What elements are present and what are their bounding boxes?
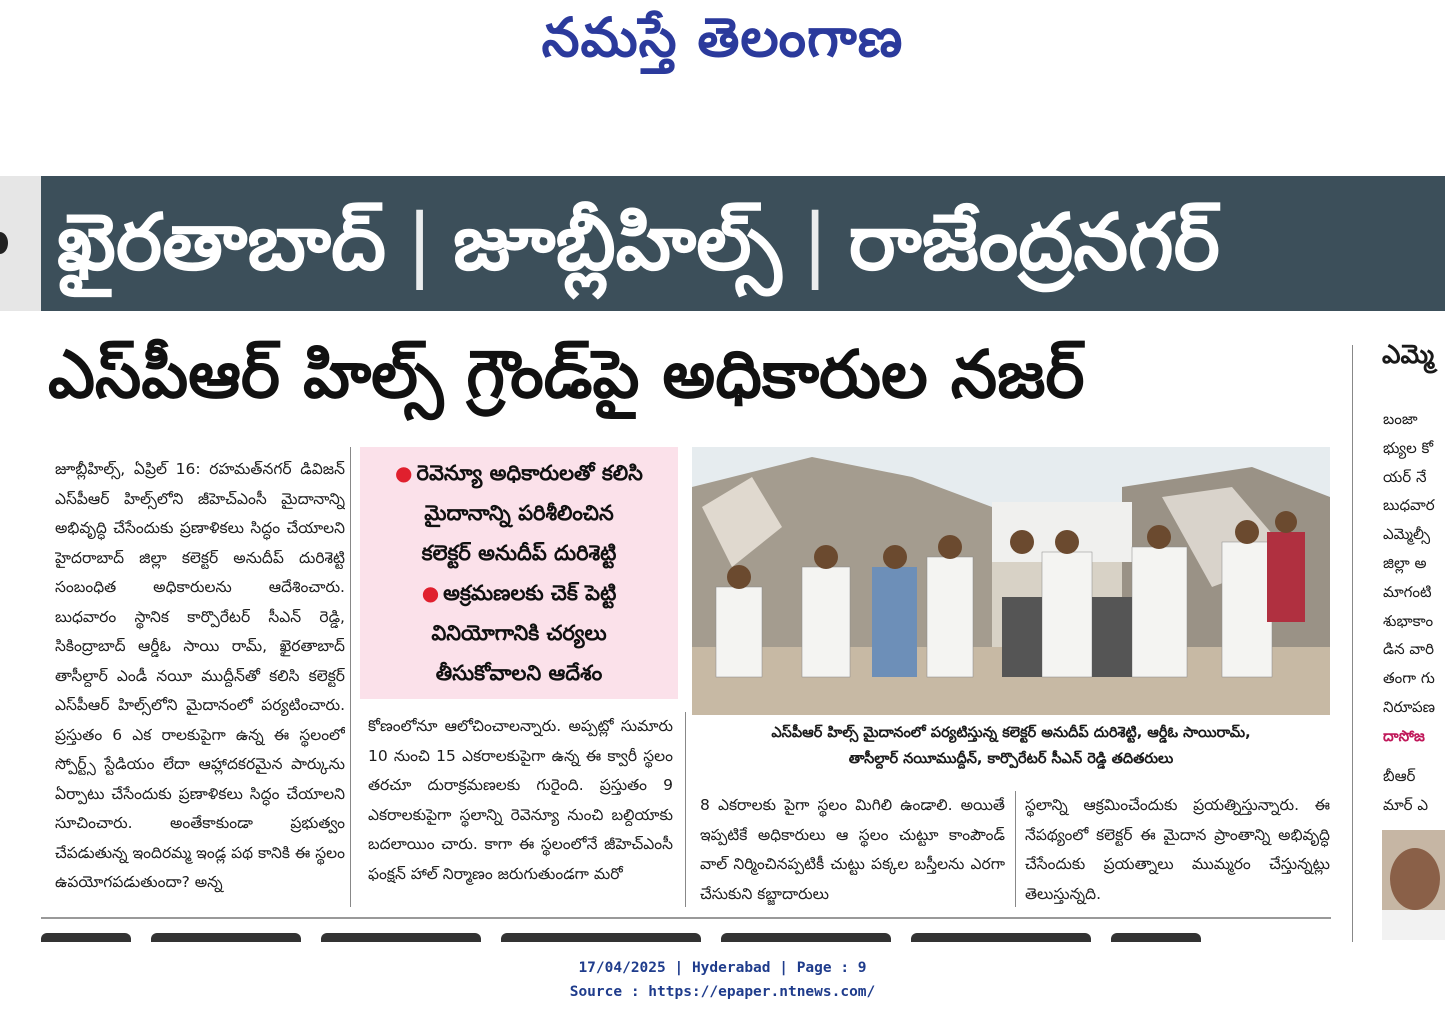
next-article-line: ఎమ్మెల్సీ [1383, 525, 1431, 544]
section-separator: | [406, 197, 434, 290]
highlight-2-cont2: తీసుకోవాలని ఆదేశం [435, 661, 603, 685]
next-article-text [1383, 405, 1435, 751]
next-article-line: తంగా గు [1383, 669, 1435, 688]
article-paragraph-3: 8 ఎకరాలకు పైగా స్థలం మిగిలి ఉండాలి. అయితే ఇప్పటికే అధికారులు ఆ స్థలం చుట్టూ కాంపౌండ్ వాల్ నిర్మించినప్పటికీ చుట్టు పక్కల బస్తీలను ఎరగా చేసుకుని కబ్జాదారులు [700, 796, 1005, 903]
section-band [41, 176, 1445, 311]
bullet-icon: ● [395, 461, 413, 485]
highlight-1: ● రెవెన్యూ అధికారులతో కలిసి [395, 461, 643, 485]
bullet-icon: ● [421, 581, 440, 605]
person-portrait [1390, 848, 1440, 910]
masthead-title: నమస్తే తెలంగాణ [541, 6, 904, 69]
article-headline: ఎస్‌పీఆర్ హిల్స్ గ్రౌండ్‌పై అధికారుల నజర్ [48, 336, 1085, 413]
next-article-line: భ్యుల కో [1383, 438, 1434, 457]
highlight-2-cont: వినియోగానికి చర్యలు [431, 621, 607, 645]
section-rajendranagar: రాజేంద్రనగర్ [848, 198, 1220, 288]
article-column-1 [55, 455, 345, 907]
article-column-2 [368, 712, 673, 907]
next-article-byline: దాసోజ [1383, 726, 1425, 745]
photo-illustration [692, 447, 1330, 715]
edge-marker [0, 232, 8, 254]
next-article-line: నిరూపణ [1383, 697, 1436, 716]
next-article-line: శుభాకాం [1383, 611, 1434, 630]
next-article-line: జిల్లా అ [1383, 553, 1427, 572]
next-article-text-2 [1383, 762, 1428, 820]
article-paragraph-4: స్థలాన్ని ఆక్రమించేందుకు ప్రయత్నిస్తున్నారు. ఈ నేపథ్యంలో కలెక్టర్ ఈ మైదాన ప్రాంతాన్ని అభివృద్ధి చేసేందుకు ప్రయత్నాలు ముమ్మరం చేస్తున్నట్లు తెలుస్తున్నది. [1025, 796, 1330, 903]
next-article-headline: ఎమ్మె [1382, 340, 1435, 370]
next-article-line: బుధవార [1383, 496, 1435, 515]
highlight-2: ● అక్రమణలకు చెక్ పెట్టి [421, 581, 617, 605]
photo-caption [692, 720, 1330, 772]
bottom-rule [41, 917, 1331, 919]
column-divider [1352, 345, 1353, 942]
article-column-3 [700, 791, 1005, 907]
next-article-line: మాగంటి [1383, 582, 1432, 601]
article-column-4 [1025, 791, 1330, 907]
section-jubileehills: జూబ్లీహిల్స్ [453, 198, 782, 288]
next-article-line: బంజా [1383, 410, 1418, 428]
next-article-line: డిన వారి [1383, 640, 1435, 659]
highlight-1-cont: మైదానాన్ని పరిశీలించిన [424, 501, 614, 525]
column-divider [685, 712, 686, 907]
column-divider [1015, 791, 1016, 907]
caption-line-2: తాసీల్దార్ నయీముద్దీన్, కార్పొరేటర్ సీఎన్ రెడ్డి తదితరులు [848, 751, 1174, 767]
caption-line-1: ఎస్‌పీఆర్ హిల్స్ మైదానంలో పర్యటిస్తున్న కలెక్టర్ అనుదీప్ దురిశెట్టి, ఆర్డీఓ సాయిరామ్, [771, 725, 1251, 741]
footer-source: Source : https://epaper.ntnews.com/ [569, 984, 876, 1000]
section-khairatabad: ఖైరతాబాద్ [57, 198, 387, 288]
next-article-line: యర్ నే [1383, 467, 1427, 486]
article-paragraph-1: జూబ్లీహిల్స్, ఏప్రిల్ 16: రహమత్‌నగర్ డివిజన్ ఎస్‌పీఆర్ హిల్స్‌లోని జీహెచ్‌ఎంసీ మైదానాన్ని అభివృద్ధి చేసేందుకు ప్రణాళికలు సిద్ధం చేయాలని హైదరాబాద్ జిల్లా కలెక్టర్ అనుదీప్ దురిశెట్టి సంబంధిత అధికారులను ఆదేశించారు. బుధవారం స్థానిక కార్పొరేటర్ సీఎన్ రెడ్డి, సికింద్రాబాద్ ఆర్డీఓ సాయి రామ్, ఖైరతాబాద్ తాసీల్దార్ ఎండీ నయీ ముద్దీన్‌తో కలిసి కలెక్టర్ ఎస్‌పీఆర్ హిల్స్‌లోని మైదానంలో పర్యటించారు. ప్రస్తుతం 6 ఎక రాలకుపైగా ఉన్న ఈ స్థలంలో స్పోర్ట్స్ స్టేడియం లేదా ఆహ్లాదకరమైన పార్కును ఏర్పాటు చేసేందుకు ప్రణాళికలు సిద్ధం చేయాలని సూచించారు. అంతేకాకుండా ప్రభుత్వం చేపడుతున్న ఇందిరమ్మ ఇండ్ల పథ కానికి ఈ స్థలం ఉపయోగపడుతుందా? అన్న [55, 460, 345, 891]
highlight-1-cont2: కలెక్టర్ అనుదీప్ దురిశెట్టి [421, 541, 617, 565]
portrait-shirt [1382, 910, 1445, 940]
article-paragraph-2: కోణంలోనూ ఆలోచించాలన్నారు. అప్పట్లో సుమారు 10 నుంచి 15 ఎకరాలకుపైగా ఉన్న ఈ క్వారీ స్థలం తరచూ దురాక్రమణలకు గురైంది. ప్రస్తుతం 9 ఎకరాలకుపైగా స్థలాన్ని రెవెన్యూ నుంచి బల్దియాకు బదలాయిం చారు. కాగా ఈ స్థలంలోనే జీహెచ్‌ఎంసీ ఫంక్షన్ హాల్ నిర్మాణం జరుగుతుండగా మరో [368, 717, 673, 883]
next-article-line: బీఆర్ [1383, 767, 1416, 785]
next-article-photo [1382, 830, 1445, 940]
highlights-box [360, 447, 678, 699]
footer-date-page: 17/04/2025 | Hyderabad | Page : 9 [578, 960, 867, 976]
next-article-line: మార్ ఎ [1383, 795, 1429, 814]
band-edge [0, 176, 41, 311]
next-headline-cutoff [41, 930, 1341, 942]
article-photo [692, 447, 1330, 715]
section-separator: | [801, 197, 829, 290]
column-divider [350, 447, 351, 907]
